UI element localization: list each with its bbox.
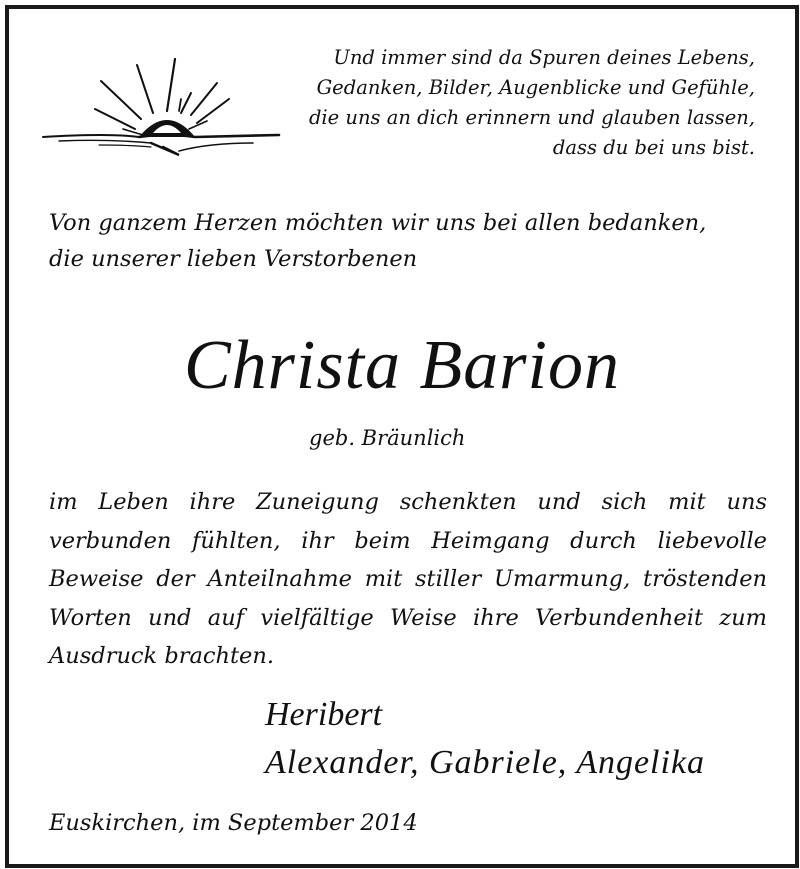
poem-block <box>285 43 755 163</box>
sunset-icon <box>39 51 284 161</box>
intro-line: die unserer lieben Verstorbenen <box>49 246 418 272</box>
deceased-name: Christa Barion <box>183 327 621 404</box>
signature-children: Alexander, Gabriele, Angelika <box>265 744 706 781</box>
obituary-card <box>5 5 799 868</box>
signature-heribert: Heribert <box>265 696 383 733</box>
poem-line: dass du bei uns bist. <box>552 136 755 159</box>
body-text: im Leben ihre Zuneigung schenkten und sich mit uns verbunden fühlten, ihr beim Heimgang durch liebevolle Beweise der Anteilnahme mit stiller Umarmung, tröstenden Worten und auf vielfältige Weise ihre Verbundenheit zum Ausdruck brachten. <box>49 489 767 669</box>
poem-line: Und immer sind da Spuren deines Lebens, <box>333 46 755 69</box>
place-date: Euskirchen, im September 2014 <box>49 810 418 836</box>
poem-line: die uns an dich erinnern und glauben lassen, <box>308 106 755 129</box>
poem-line: Gedanken, Bilder, Augenblicke und Gefühle, <box>316 76 755 99</box>
intro-text <box>49 205 769 277</box>
birth-name: geb. Bräunlich <box>309 426 466 450</box>
intro-line: Von ganzem Herzen möchten wir uns bei allen bedanken, <box>49 210 707 236</box>
